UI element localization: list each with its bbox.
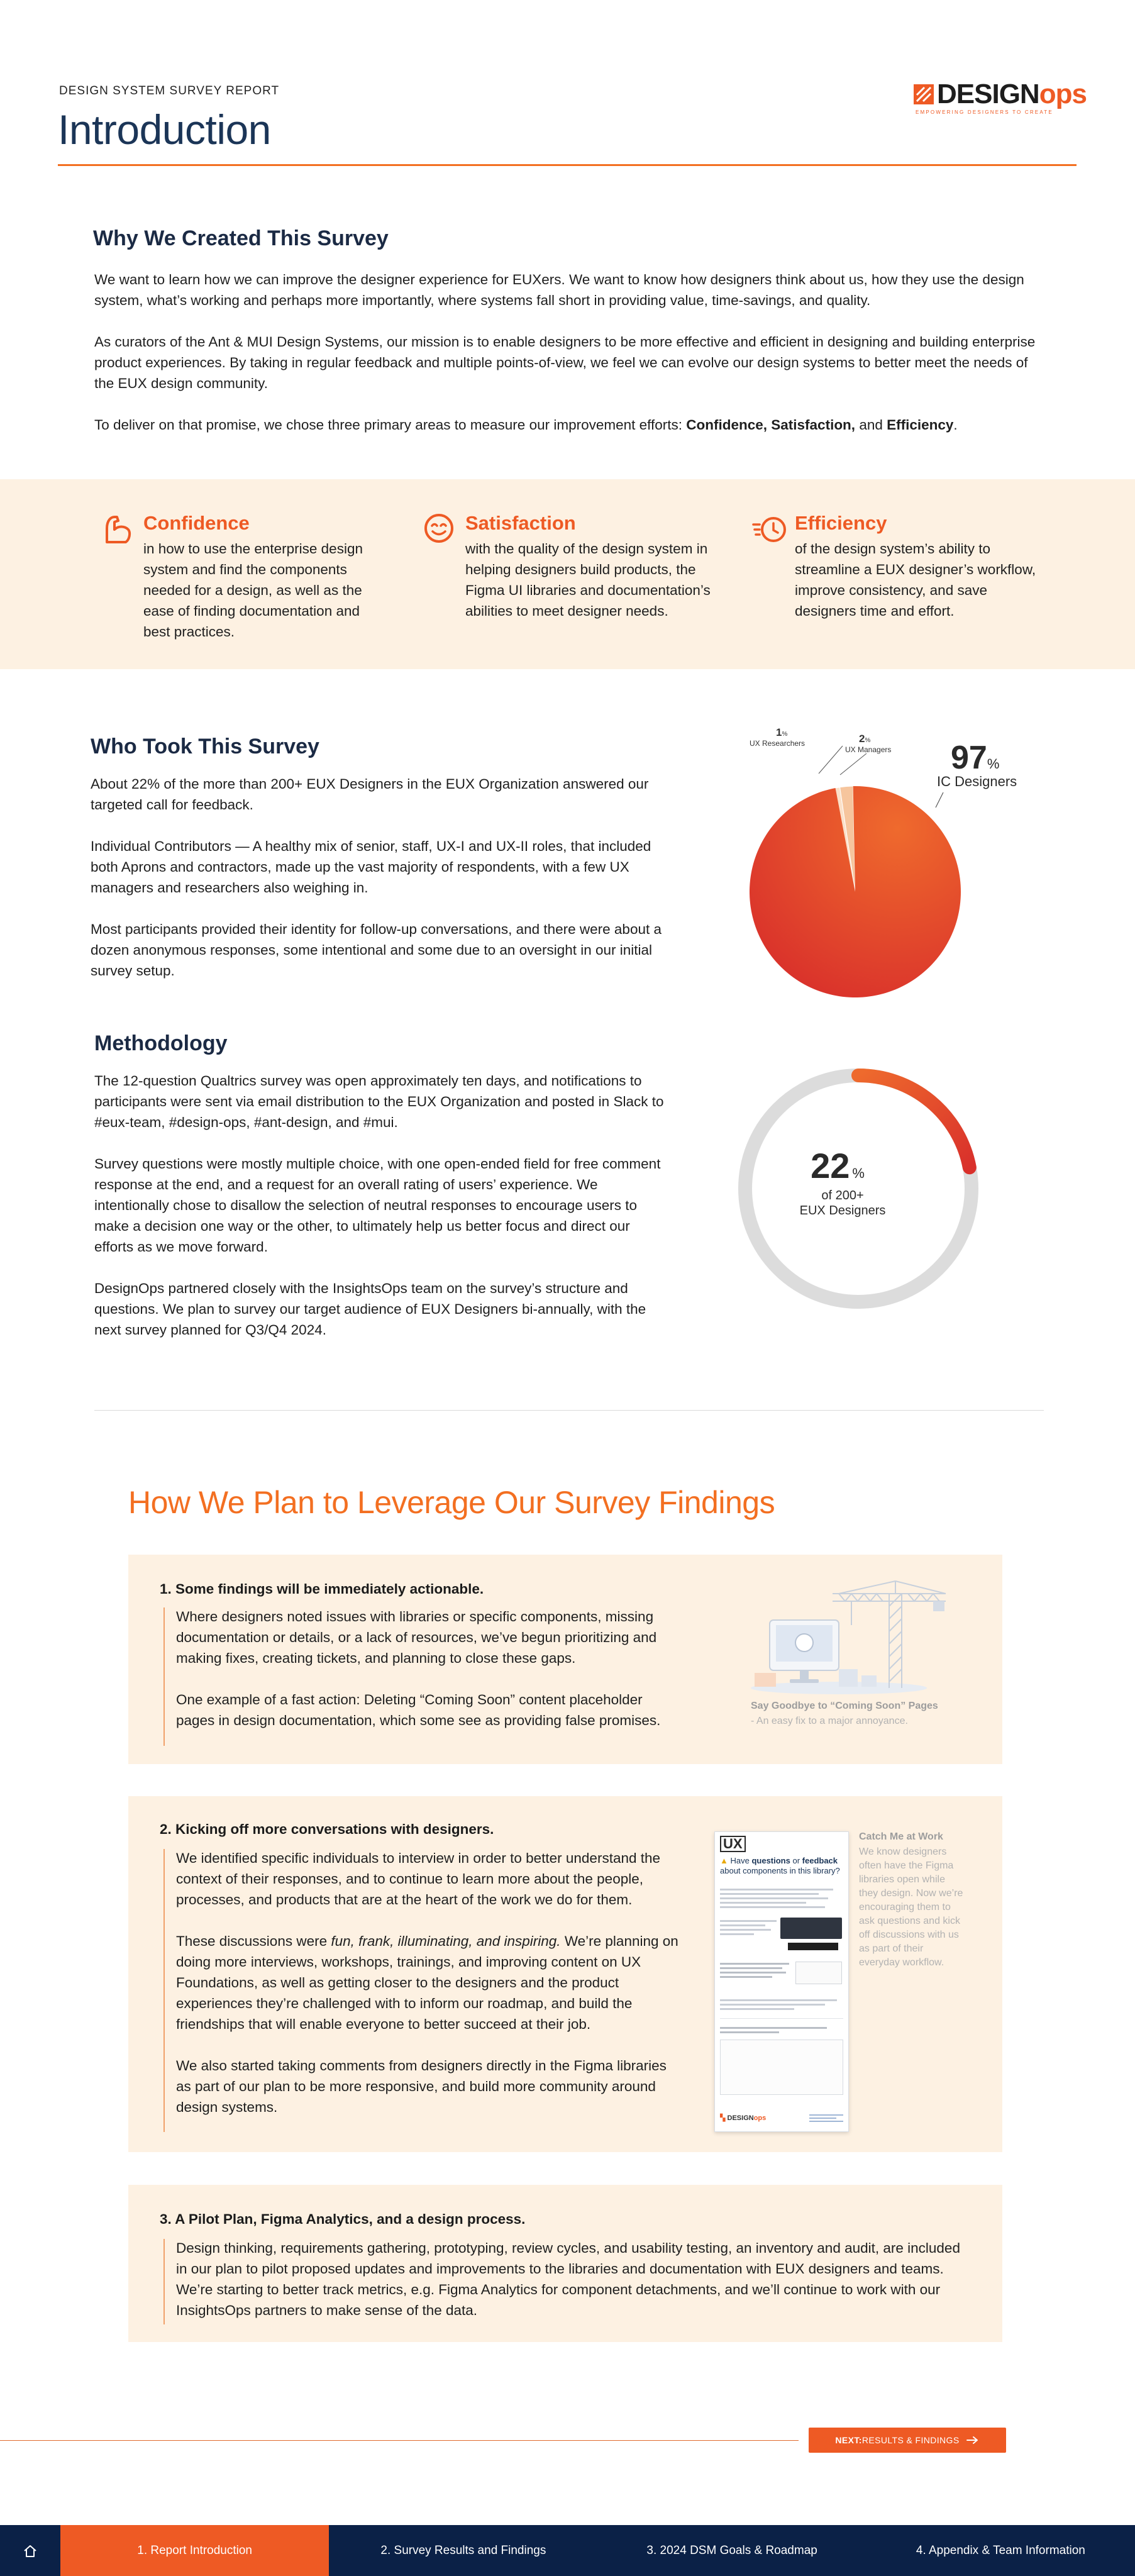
pie-label-researchers-value: 1% [776,726,788,738]
why-p3-and: and [855,417,887,433]
shot-dark-panel [780,1918,842,1939]
page-title: Introduction [58,106,271,153]
logo-wordmark [913,80,1087,108]
construction-crane-illustration [745,1575,952,1701]
why-section-body [94,269,1050,456]
card-accent-bar [163,2239,165,2324]
card3-paragraph-1: Design thinking, requirements gathering, prototyping, review cycles, and usability testing, an inventory and audit, are included in our plan to pilot proposed updates and improvements to the libraries and documentation with EUX designers and teams. We’re starting to better track metrics, e.g. Figma Analytics for component detachments, and we’ll continue to work with our InsightsOps partners to make sense of the data. [176,2240,960,2318]
respondent-roles-pie-chart [729,723,1017,1000]
shot-text-lines-4 [720,1997,843,2012]
donut-arc-respondents [858,1075,970,1167]
methodology-paragraph-1: The 12-question Qualtrics survey was open approximately ten days, and notifications to participants were sent via email distribution to the EUX Organization and posted in Slack to #eux-team, #design-ops, #ant-design, and #mui. [94,1073,664,1130]
shot-link-lines [809,2112,843,2124]
footer-divider [0,2440,799,2441]
card2-p2-emphasis: fun, frank, illuminating, and inspiring. [331,1933,561,1949]
shot-dark-button [788,1943,838,1950]
pie-leader-managers [840,753,866,775]
fast-clock-icon [752,512,787,547]
donut-center-value: 22 % [811,1146,865,1185]
pie-leader-ic [936,792,943,808]
card1-paragraph-1: Where designers noted issues with libraries or specific components, missing documentation or details, or a lack of resources, we’ve begun prioritizing and making fixes, creating tickets, and planning to close these gaps. [176,1609,657,1666]
card-accent-bar [163,1607,165,1746]
shot-text-lines [720,1886,843,1911]
who-paragraph-2: Individual Contributors — A healthy mix of senior, staff, UX-I and UX-II roles, that included both Aprons and contractors, made up the vast majority of respondents, with a few UX managers and researchers also weighing in. [91,838,651,896]
next-button-prefix: NEXT: [835,2435,862,2445]
card-title: 3. A Pilot Plan, Figma Analytics, and a design process. [160,2211,526,2227]
who-section-title: Who Took This Survey [91,735,319,758]
methodology-section-body [94,1070,673,1361]
card-body [176,1848,679,2118]
logo-design-text: DESIGN [937,79,1039,109]
card1-caption-title: Say Goodbye to “Coming Soon” Pages [751,1701,938,1711]
shot-comment-box [720,2040,843,2095]
why-p3-bold-2: Efficiency [887,417,954,433]
methodology-section-title: Methodology [94,1031,228,1055]
card2-p2-rest: We’re planning on doing more interviews, workshops, trainings, and improving content on UX Foundations, as well as getting closer to the designers and the product experiences they’re challenged with to inform our roadmap, and build the friendships that will enable everyone to better succeed at their job. [176,1933,678,2032]
pie-label-ic-value: 97% [951,740,1000,776]
card2-caption-title: Catch Me at Work [859,1831,943,1842]
card-title: 2. Kicking off more conversations with designers. [160,1821,494,1837]
card2-p2-lead: These discussions were [176,1933,331,1949]
methodology-paragraph-3: DesignOps partnered closely with the InsightsOps team on the survey’s structure and questions. We plan to survey our target audience of EUX Designers bi-annually, with the next survey planned for Q3/Q4 2024. [94,1280,646,1338]
who-paragraph-3: Most participants provided their identity for follow-up conversations, and there were about a dozen anonymous responses, some intentional and some due to an oversight in our initial survey setup. [91,921,662,979]
pillar-body: of the design system’s ability to streamline a EUX designer’s workflow, improve consistency, and save designers time and effort. [795,541,1036,619]
why-paragraph-3 [94,414,1050,435]
designops-logo[interactable] [913,80,1087,115]
card-title: 1. Some findings will be immediately actionable. [160,1581,484,1597]
pie-label-researchers: UX Researchers [750,739,806,748]
nav-tab-report-introduction[interactable]: 1. Report Introduction [60,2525,329,2576]
methodology-paragraph-2: Survey questions were mostly multiple choice, with one open-ended field for free comment response at the end, and a request for an overall rating of users’ experience. We intentionally chose to disallow the selection of neutral responses to encourage users to make a decision one way or the other, to ultimately help us better focus and direct our efforts as we move forward. [94,1156,661,1255]
response-rate-donut-chart [736,1066,981,1311]
next-results-findings-button[interactable] [809,2428,1006,2453]
figma-library-screenshot [714,1831,849,2132]
why-p3-end: . [953,417,958,433]
finding-card-3 [128,2185,1002,2342]
section-divider [94,1410,1044,1411]
home-button[interactable] [0,2525,60,2576]
why-p3-bold-1: Confidence, Satisfaction, [686,417,856,433]
why-section-title: Why We Created This Survey [93,226,389,250]
shot-text-lines-5 [720,2024,827,2036]
who-section-body [91,774,669,1002]
report-eyebrow: DESIGN SYSTEM SURVEY REPORT [59,84,280,97]
shot-input-box [795,1962,842,1984]
nav-tab-survey-results[interactable]: 2. Survey Results and Findings [380,2543,546,2557]
smile-face-icon [423,512,458,547]
shot-ux-badge: UX [720,1836,746,1852]
logo-mark-icon [913,84,934,105]
nav-tab-appendix[interactable]: 4. Appendix & Team Information [916,2543,1085,2557]
pillars-band [0,479,1135,669]
pie-leader-researchers [819,746,843,774]
bottom-navigation [0,2525,1135,2576]
logo-tagline: EMPOWERING DESIGNERS TO CREATE [916,109,1053,115]
pillar-title: Satisfaction [465,512,576,534]
next-button-label: RESULTS & FINDINGS [861,2435,960,2445]
card2-paragraph-2 [176,1931,679,2035]
finding-card-2 [128,1796,1002,2152]
pie-label-managers-value: 2% [859,733,871,745]
leverage-section-title: How We Plan to Leverage Our Survey Findings [128,1485,775,1520]
pie-label-managers: UX Managers [845,745,892,754]
shot-text-lines-3 [720,1960,789,1980]
header-divider [58,164,1077,166]
card2-paragraph-3: We also started taking comments from designers directly in the Figma libraries as part of our plan to be more responsive, and build more community around design systems. [176,2058,667,2115]
who-paragraph-1: About 22% of the more than 200+ EUX Designers in the EUX Organization answered our targeted call for feedback. [91,776,649,813]
donut-center-line1: of 200+ [821,1189,864,1202]
card-body [176,2238,975,2321]
card2-caption-body: We know designers often have the Figma libraries open while they design. Now we’re encouraging them to ask questions and kick off discussions with us as part of their everyday workflow. [859,1846,963,1968]
why-paragraph-2: As curators of the Ant & MUI Design Systems, our mission is to enable designers to be more effective and efficient in designing and building enterprise product experiences. By taking in regular feedback and multiple points-of-view, we feel we can evolve our design systems to better meet the needs of the EUX design community. [94,334,1036,391]
arrow-right-icon [966,2436,980,2445]
logo-ops-text: ops [1039,79,1087,109]
pillar-title: Efficiency [795,512,887,534]
home-icon [23,2544,38,2558]
donut-center-line2: EUX Designers [799,1204,886,1218]
shot-divider [720,2018,843,2019]
shot-text-lines-2 [720,1918,777,1938]
card-body [176,1606,679,1731]
card1-caption-body: - An easy fix to a major annoyance. [751,1716,908,1726]
pillar-body: with the quality of the design system in helping designers build products, the Figma UI libraries and documentation’s abilities to meet designer needs. [465,541,711,619]
warning-icon: ▲ [720,1856,731,1865]
card-accent-bar [163,1849,165,2132]
pillar-body: in how to use the enterprise design system and find the components needed for a design, as well as the ease of finding documentation and best practices. [143,541,363,640]
why-paragraph-1: We want to learn how we can improve the designer experience for EUXers. We want to know how designers think about us, how they use the design system, what’s working and perhaps more importantly, where systems fall short in providing value, time-savings, and quality. [94,272,1024,308]
finding-card-1 [128,1555,1002,1764]
shot-logo: ▚ DESIGNops [720,2114,767,2122]
pillar-title: Confidence [143,512,250,534]
nav-tab-goals-roadmap[interactable]: 3. 2024 DSM Goals & Roadmap [646,2543,817,2557]
pie-slice-ic-designers [750,786,961,997]
card2-paragraph-1: We identified specific individuals to interview in order to better understand the context of their responses, and to continue to learn more about the people, processes, and products that are at the heart of the work we do for them. [176,1850,661,1907]
flexed-arm-icon [101,512,136,547]
pie-label-ic: IC Designers [937,774,1017,789]
shot-heading: ▲ Have questions or feedback about components in this library? [720,1856,840,1875]
card1-paragraph-2: One example of a fast action: Deleting “Coming Soon” content placeholder pages in design documentation, which some see as providing false promises. [176,1692,661,1728]
why-p3-lead: To deliver on that promise, we chose three primary areas to measure our improvement efforts: [94,417,687,433]
